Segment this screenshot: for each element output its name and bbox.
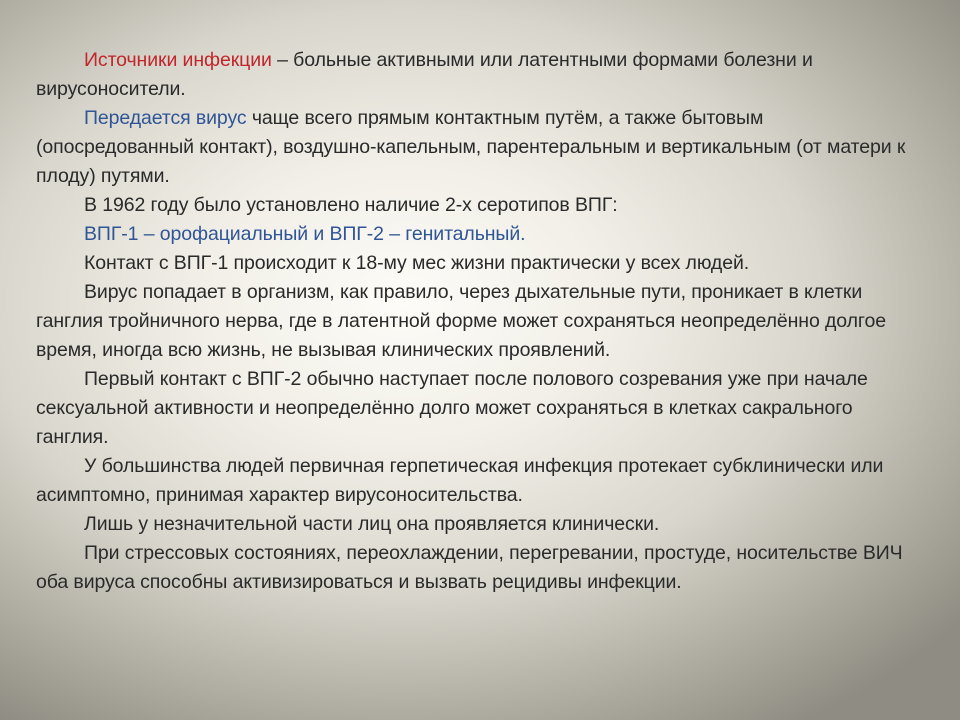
paragraph-virus-entry: Вирус попадает в организм, как правило, через дыхательные пути, проникает в клетки ганглия тройничного нерва, где в латентной форме может сохраняться неопределённо долгое время, иногда всю жизнь, не вызывая клинических проявлений. <box>36 281 886 361</box>
paragraph-serotypes: В 1962 году было установлено наличие 2-х серотипов ВПГ: <box>84 194 618 216</box>
paragraph-subclinical: У большинства людей первичная герпетическая инфекция протекает субклинически или асимптомно, принимая характер вирусоносительства. <box>36 455 884 506</box>
paragraph-clinical-minority: Лишь у незначительной части лиц она проявляется клинически. <box>84 513 660 535</box>
paragraph-hsv-types: ВПГ-1 – орофациальный и ВПГ-2 – генитальный. <box>84 223 526 245</box>
paragraph-text: – больные активными или латентными формами болезни и вирусоносители. <box>36 49 813 100</box>
paragraph-reactivation: При стрессовых состояниях, переохлаждении, перегревании, простуде, носительстве ВИЧ оба вируса способны активизироваться и вызвать рецидивы инфекции. <box>36 542 903 593</box>
slide-body <box>36 46 924 597</box>
paragraph-transmission <box>36 104 924 191</box>
paragraph-text: чаще всего прямым контактным путём, а также бытовым (опосредованный контакт), воздушно-капельным, парентеральным и вертикальным (от матери к плоду) путями. <box>36 107 906 187</box>
paragraph-infection-sources <box>36 46 924 104</box>
paragraph-hsv2-contact: Первый контакт с ВПГ-2 обычно наступает после полового созревания уже при начале сексуальной активности и неопределённо долго может сохраняться в клетках сакрального ганглия. <box>36 368 868 448</box>
paragraph-hsv1-contact: Контакт с ВПГ-1 происходит к 18-му мес жизни практически у всех людей. <box>84 252 750 274</box>
term-infection-sources: Источники инфекции <box>84 49 272 71</box>
term-transmission: Передается вирус <box>84 107 247 129</box>
